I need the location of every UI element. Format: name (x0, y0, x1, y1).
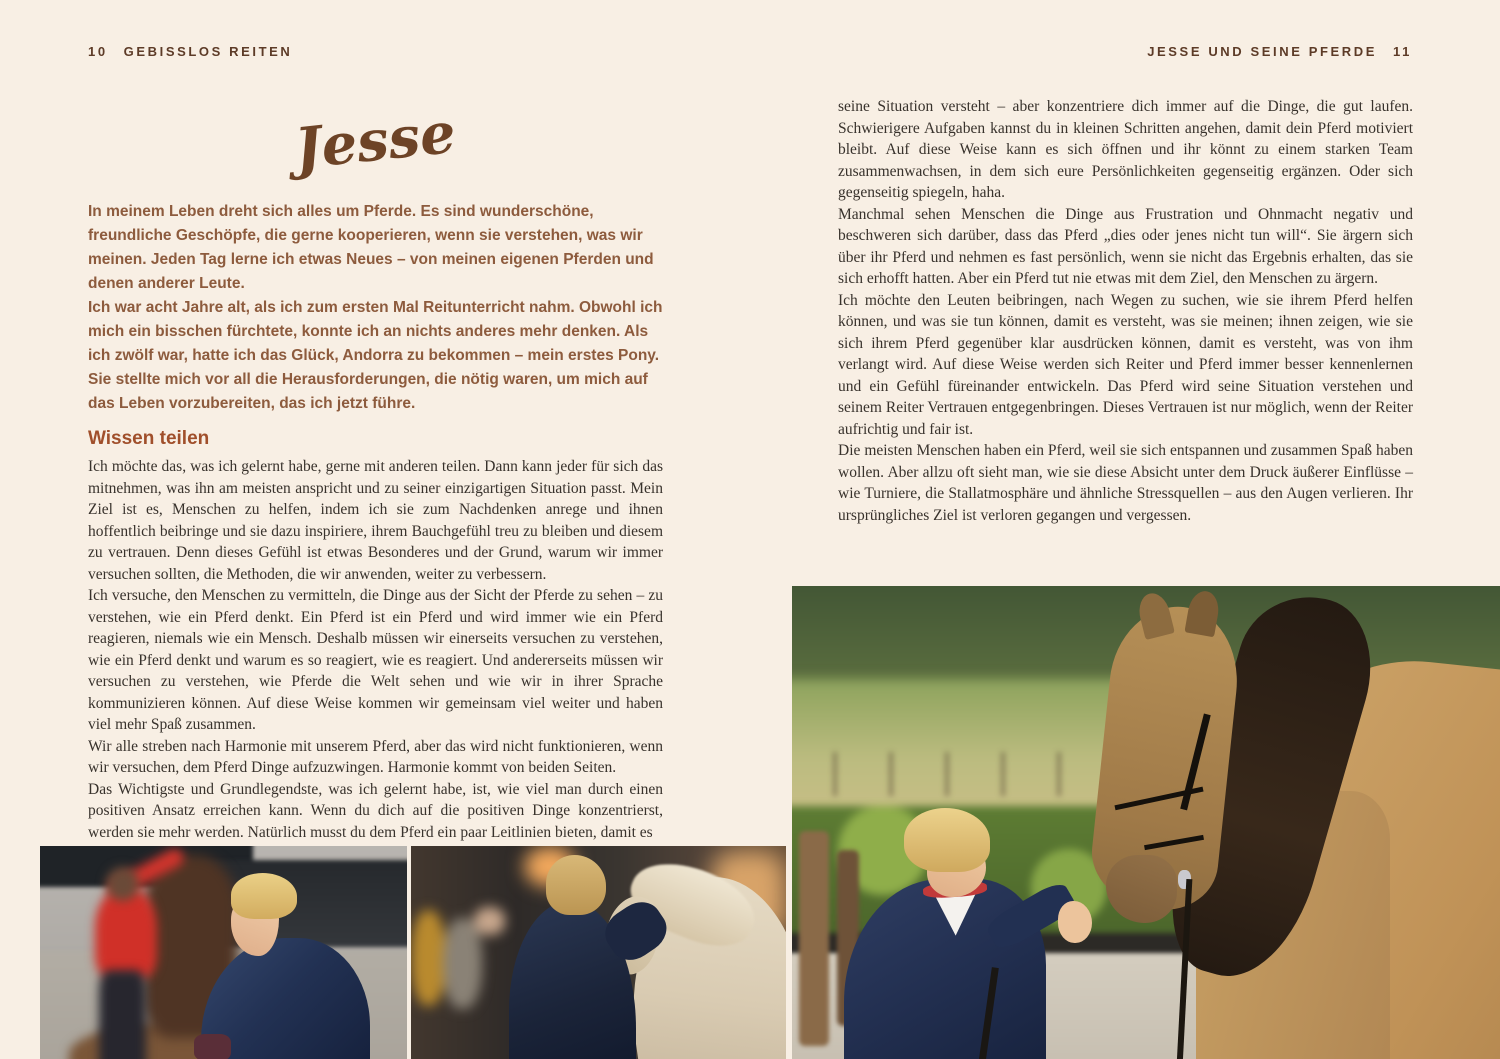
intro-paragraph: In meinem Leben dreht sich alles um Pferde. Es sind wunderschöne, freundliche Geschöpfe, die gerne kooperieren, wenn sie verstehen, was wir meinen. Jeden Tag lerne ich etwas Neues – von meinen eigenen Pferden und denen anderer Leute. (88, 203, 654, 292)
chapter-title-script: Jesse (291, 99, 459, 183)
spectator-yellow-scarf (411, 910, 446, 1006)
right-text-column (838, 96, 1413, 526)
running-title-left: GEBISSLOS REITEN (123, 44, 293, 59)
body-paragraph: Ich versuche, den Menschen zu vermitteln, die Dinge aus der Sicht der Pferde zu sehen – zu verstehen, wie ein Pferd denkt. Ein Pferd ist ein Pferd und wird immer wie ein Pferd reagieren, niemals wie ein Mensch. Deshalb müssen wir einerseits versuchen zu verstehen, wie ein Pferd denkt und warum es so reagiert, wie es reagiert. Und andererseits müssen wir versuchen zu verstehen, wie Pferde die Welt sehen und wie wir in ihrer Sprache kommunizieren können. Auf diese Weise kommen wir gemeinsam viel weiter und haben viel mehr Spaß zusammen. (88, 587, 663, 733)
intro-paragraph: Ich war acht Jahre alt, als ich zum ersten Mal Reitunterricht nahm. Obwohl ich mich ein bisschen fürchtete, konnte ich an nichts anderes mehr denken. Als ich zwölf war, hatte ich das Glück, Andorra zu bekommen – mein erstes Pony. Sie stellte mich vor all die Herausforderungen, die nötig waren, um mich auf das Leben vorzubereiten, das ich jetzt führe. (88, 299, 663, 412)
trainer-head (106, 867, 139, 901)
trainer-red-shirt (95, 887, 157, 979)
body-paragraph: Wir alle streben nach Harmonie mit unserem Pferd, aber das wird nicht funktionieren, wenn wir versuchen, dem Pferd Dinge aufzuzwingen. Harmonie kommt von beiden Seiten. (88, 737, 663, 776)
jesse-blond-hair (904, 808, 990, 872)
page-number-right: 11 (1393, 44, 1412, 59)
body-paragraph: Das Wichtigste und Grundlegendste, was ich gelernt habe, ist, wie viel man durch einen positiven Ansatz erreichen kann. Wenn du dich auf die positiven Dinge konzentrierst, werden sie mehr werden. Natürlich musst du dem Pferd ein paar Leitlinien bieten, damit es (88, 780, 663, 841)
page-number-left: 10 (88, 44, 108, 59)
boy-blond-hair (546, 855, 606, 915)
body-paragraph: Ich möchte das, was ich gelernt habe, gerne mit anderen teilen. Dann kann jeder für sich das mitnehmen, was ihn am meisten anspricht und zu seiner einzigartigen Situation passt. Mein Ziel ist es, Menschen zu helfen, indem ich sie zum Nachdenken anrege und ihnen hoffentlich beibringe und sie dazu inspiriere, ihrem Bauchgefühl treu zu bleiben und diesem zu vertrauen. Denn dieses Gefühl ist etwas Besonderes und der Grund, warum wir immer versuchen sollten, die Methoden, die wir anwenden, weiter zu verbessern. (88, 458, 663, 583)
boy-maroon-cuff (194, 1034, 231, 1059)
left-text-column (88, 98, 663, 843)
section-heading: Wissen teilen (88, 428, 210, 449)
photo-jesse-buckskin-horse (792, 586, 1500, 1059)
spectator (443, 918, 482, 1009)
body-paragraph: Die meisten Menschen haben ein Pferd, weil sie sich entspannen und zusammen Spaß haben wollen. Aber allzu oft sieht man, wie sie diese Absicht unter dem Druck äußerer Einflüsse – wie Turniere, die Stallatmosphäre und ähnliche Stressquellen – aus den Augen verlieren. Ihr ursprüngliches Ziel ist verloren gegangen und vergessen. (838, 442, 1413, 524)
running-head-left (88, 44, 292, 59)
photo-stable-demo (411, 846, 786, 1059)
running-head-right (1147, 44, 1412, 59)
trainer-legs (99, 970, 147, 1059)
body-paragraph: Manchmal sehen Menschen die Dinge aus Frustration und Ohnmacht negativ und beschweren sich darüber, dass das Pferd „dies oder jenes nicht tun will“. Sie ärgern sich über ihr Pferd und nehmen es fast persönlich, wenn sie nicht das Ergebnis erhalten, das sie sich erhofft hatten. Aber ein Pferd tut nie etwas mit dem Ziel, den Menschen zu ärgern. (838, 205, 1413, 287)
body-paragraph: seine Situation versteht – aber konzentriere dich immer auf die Dinge, die gut laufen. Schwierigere Aufgaben kannst du in kleinen Schritten angehen, damit dein Pferd motiviert bleibt. Auf diese Weise kann es sich öffnen und ihr könnt zu einem starken Team zusammenwachsen, in dem sich eure Persönlichkeiten gegenseitig ergänzen. Oder sich gegenseitig spiegeln, haha. (838, 98, 1413, 201)
boy-blond-hair (231, 873, 297, 919)
jesse-raised-hand (1058, 901, 1092, 943)
photo-arena-demo (40, 846, 407, 1059)
wooden-fence-post (799, 831, 829, 1046)
running-title-right: JESSE UND SEINE PFERDE (1147, 44, 1378, 59)
body-paragraph: Ich möchte den Leuten beibringen, nach Wegen zu suchen, wie sie ihrem Pferd helfen können, und was sie tun können, damit es versteht, was sie meinen; ihnen zeigen, wie sie sich ihrem Pferd gegenüber klar ausdrücken können, damit es versteht, was von ihm verlangt wird. Auf diese Weise werden sich Reiter und Pferd immer besser kennenlernen und ein Gefühl füreinander entwickeln. Das Pferd wird seine Situation verstehen und seinem Reiter Vertrauen entgegenbringen. Dieses Vertrauen ist nur möglich, wenn der Reiter aufrichtig und fair ist. (838, 291, 1413, 438)
spectator-face (474, 907, 505, 934)
